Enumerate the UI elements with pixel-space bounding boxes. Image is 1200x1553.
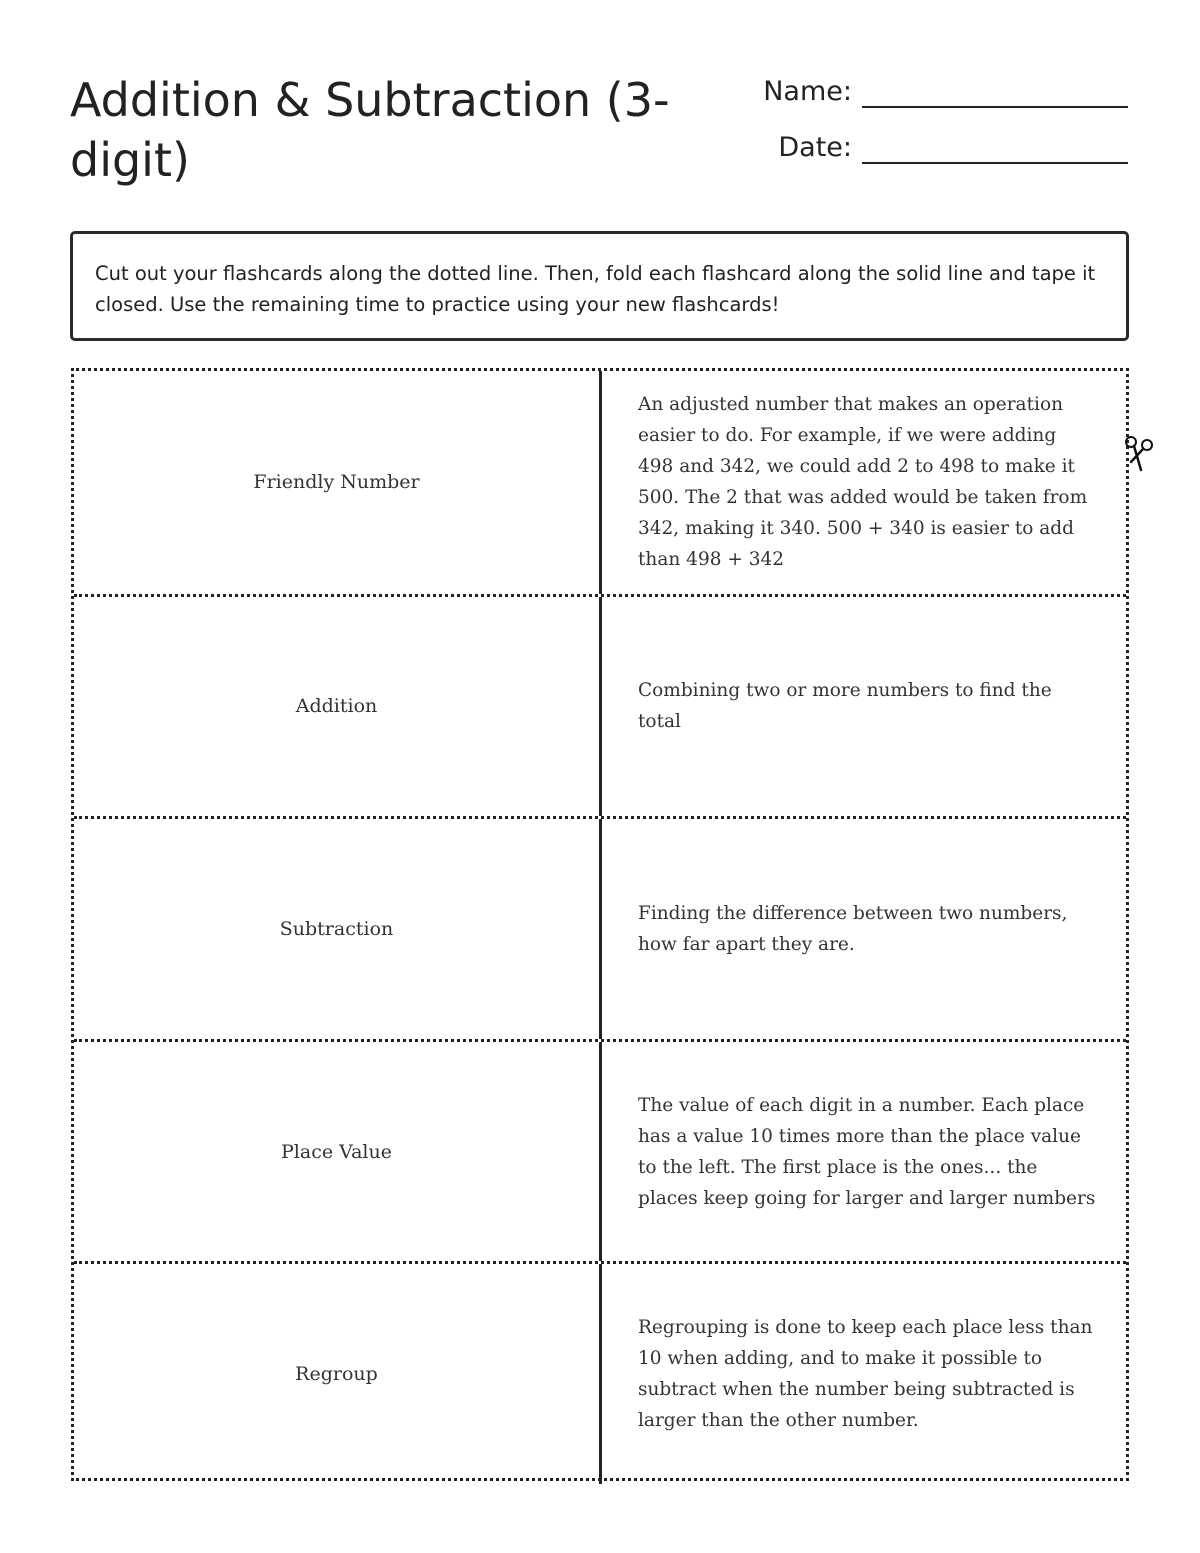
flashcard-definition: Finding the difference between two numbers, how far apart they are. [638, 902, 1068, 955]
flashcard-definition-cell [602, 371, 1126, 594]
date-field [778, 130, 1128, 166]
name-field [763, 74, 1128, 110]
flashcard-definition: Regrouping is done to keep each place less than 10 when adding, and to make it possible to subtract when the number being subtracted is larger than the other number. [638, 1317, 1093, 1432]
instructions-box: Cut out your flashcards along the dotted line. Then, fold each flashcard along the solid line and tape it closed. Use the remaining time to practice using your new flashcards! [70, 231, 1129, 341]
flashcard-definition-cell [602, 1042, 1126, 1262]
date-label: Date: [778, 132, 852, 163]
flashcard-term: Regroup [74, 1264, 602, 1484]
flashcard-row [74, 1261, 1126, 1484]
date-blank-line[interactable] [862, 162, 1128, 164]
flashcard-definition: An adjusted number that makes an operation easier to do. For example, if we were adding 498 and 342, we could add 2 to 498 to make it 500. The 2 that was added would be taken from 342, making it 340. 500 + 340 is easier to add than 498 + 342 [638, 394, 1088, 571]
flashcard-definition-cell [602, 819, 1126, 1039]
flashcard-definition: The value of each digit in a number. Each place has a value 10 times more than the place value to the left. The first place is the ones... the places keep going for larger and larger numbers [638, 1094, 1096, 1209]
name-blank-line[interactable] [862, 106, 1128, 108]
flashcard-row [74, 1039, 1126, 1262]
flashcard-row [74, 371, 1126, 594]
flashcard-definition: Combining two or more numbers to find the total [638, 680, 1052, 733]
flashcard-row [74, 816, 1126, 1039]
flashcard-grid [71, 368, 1129, 1481]
flashcard-term: Friendly Number [74, 371, 602, 594]
flashcard-term: Subtraction [74, 819, 602, 1039]
scissors-icon [1122, 432, 1156, 476]
worksheet-title: Addition & Subtraction (3-digit) [70, 73, 670, 187]
name-label: Name: [763, 76, 852, 107]
flashcard-definition-cell [602, 1264, 1126, 1484]
flashcard-term: Addition [74, 597, 602, 817]
flashcard-row [74, 594, 1126, 817]
flashcard-definition-cell [602, 597, 1126, 817]
flashcard-term: Place Value [74, 1042, 602, 1262]
